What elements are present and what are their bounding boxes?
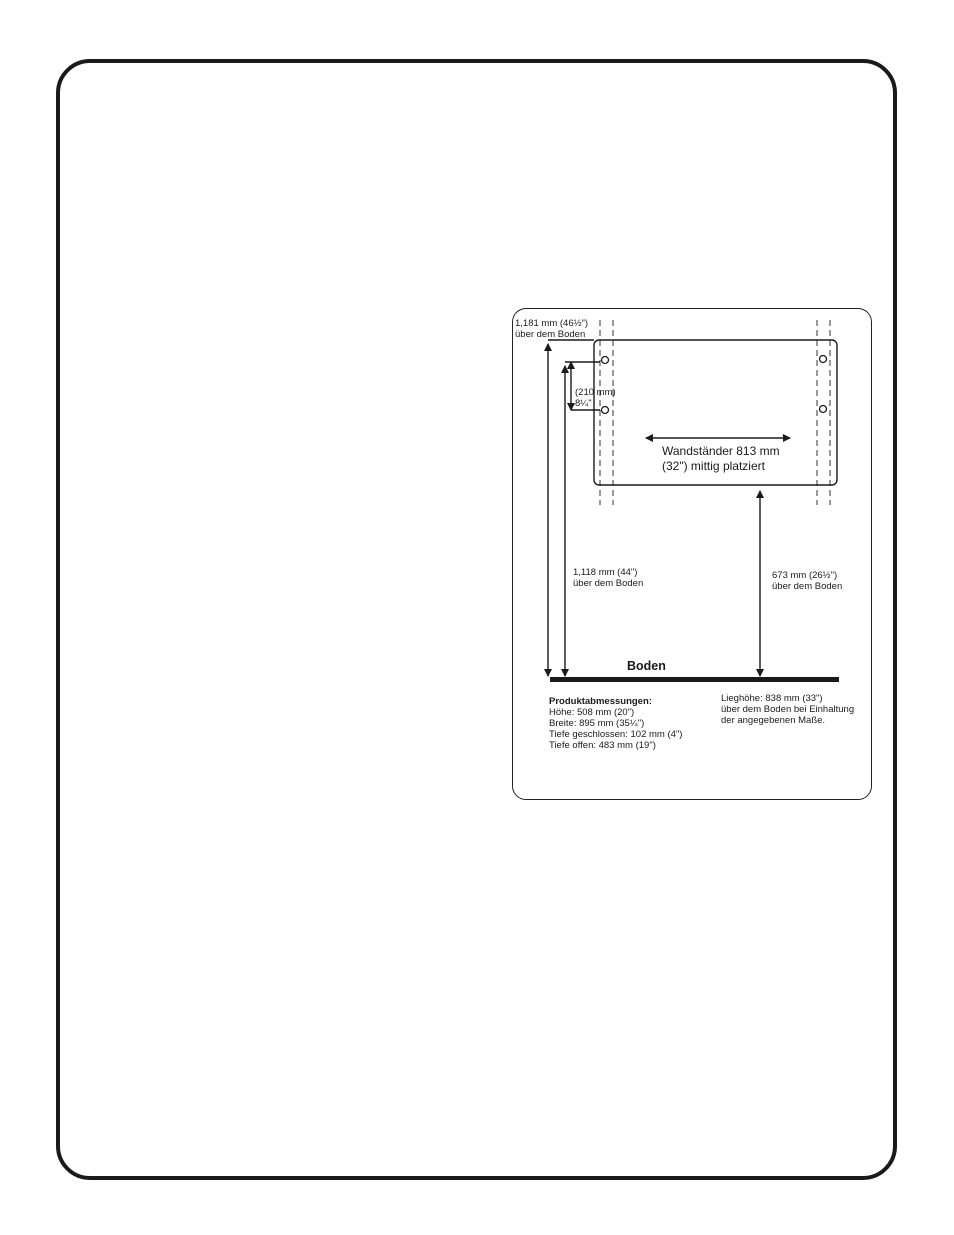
product-height: Höhe: 508 mm (20") — [549, 707, 635, 718]
lie-height-block: Lieghöhe: 838 mm (33") über dem Boden bei Einhaltung der angegebenen Maße. — [721, 693, 855, 726]
mount-hole — [602, 357, 609, 364]
hole-spacing-label: (210 mm) 8¼" — [575, 387, 616, 409]
product-depth-open: Tiefe offen: 483 mm (19") — [549, 740, 656, 751]
mount-hole — [820, 356, 827, 363]
wall-stud-label: Wandständer 813 mm (32") mittig platziert — [662, 444, 780, 473]
product-width: Breite: 895 mm (35¼") — [549, 718, 645, 729]
product-dimensions-heading: Produktabmessungen: — [549, 696, 652, 707]
product-depth-closed: Tiefe geschlossen: 102 mm (4") — [549, 729, 683, 740]
mounting-holes — [602, 356, 827, 414]
wall-stud-lines — [600, 320, 830, 505]
floor-bar — [550, 677, 839, 682]
mount-height-label: 1,118 mm (44") über dem Boden — [573, 567, 644, 589]
mount-height-arrow — [565, 362, 600, 676]
mount-hole — [820, 406, 827, 413]
bottom-height-label: 673 mm (26½") über dem Boden — [772, 570, 843, 592]
top-height-label: 1,181 mm (46½") über dem Boden — [515, 318, 589, 340]
product-dimensions-block — [549, 696, 682, 751]
floor-label: Boden — [627, 659, 666, 673]
